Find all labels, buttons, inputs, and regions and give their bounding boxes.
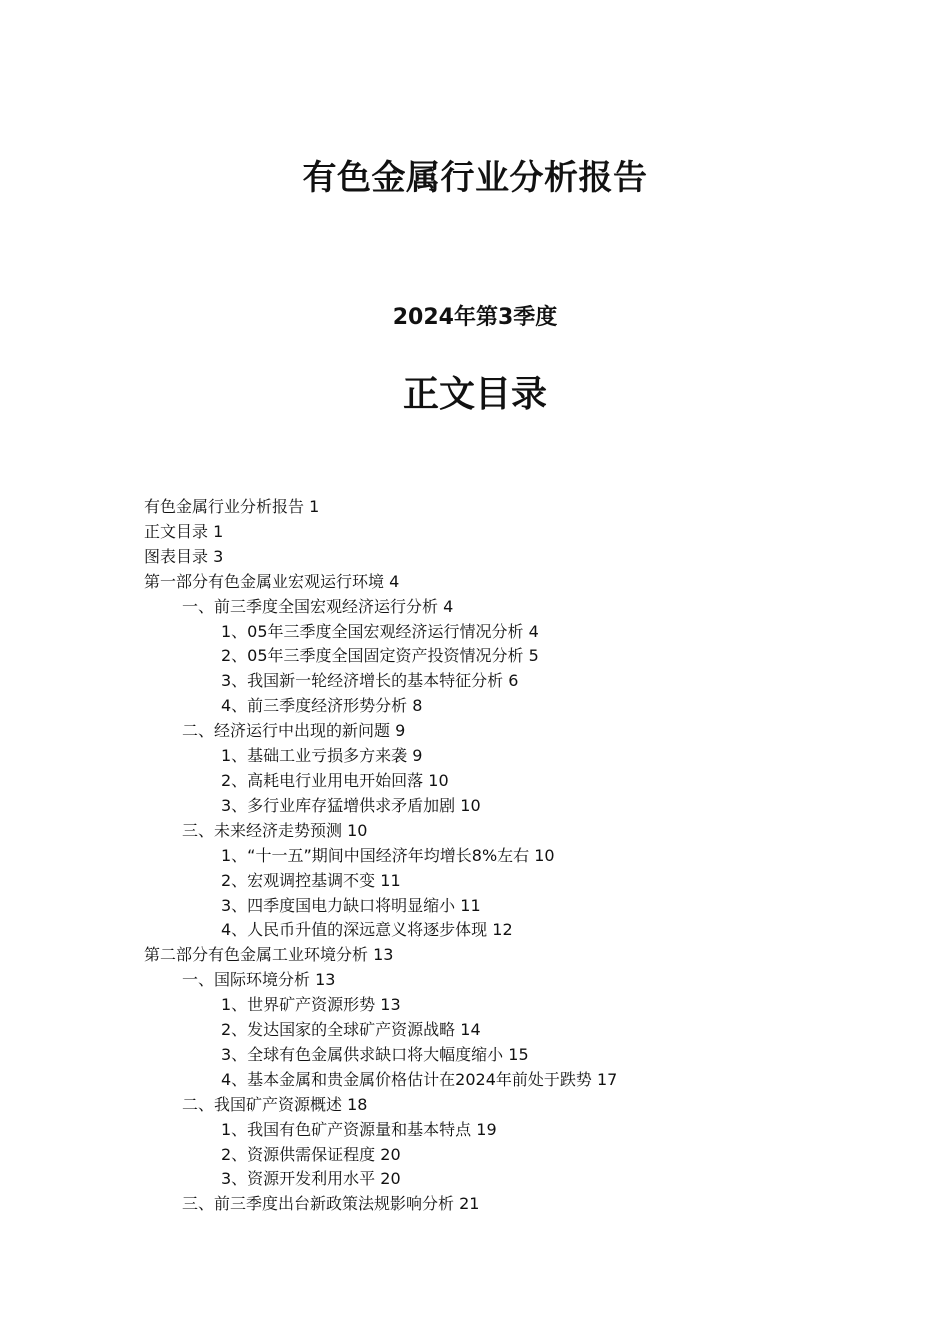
toc-entry[interactable]: 3、资源开发利用水平 20	[221, 1169, 401, 1189]
toc-entry[interactable]: 4、人民币升值的深远意义将逐步体现 12	[221, 920, 513, 940]
toc-entry[interactable]: 三、未来经济走势预测 10	[182, 820, 368, 840]
toc-entry[interactable]: 第一部分有色金属业宏观运行环境 4	[144, 571, 400, 591]
report-period: 2024年第3季度	[392, 305, 558, 330]
toc-entry[interactable]: 二、我国矿产资源概述 18	[182, 1094, 368, 1114]
toc-entry[interactable]: 有色金属行业分析报告 1	[144, 497, 320, 516]
toc-entry[interactable]: 2、高耗电行业用电开始回落 10	[221, 770, 449, 790]
toc-entry[interactable]: 2、宏观调控基调不变 11	[221, 870, 401, 890]
toc-entry[interactable]: 2、资源供需保证程度 20	[221, 1144, 401, 1164]
toc-entry[interactable]: 2、发达国家的全球矿产资源战略 14	[221, 1020, 481, 1040]
toc-entry[interactable]: 3、四季度国电力缺口将明显缩小 11	[221, 895, 481, 915]
toc-entry[interactable]: 4、基本金属和贵金属价格估计在2024年前处于跌势 17	[221, 1069, 618, 1089]
table-of-contents	[144, 495, 904, 1217]
toc-entry[interactable]: 4、前三季度经济形势分析 8	[221, 696, 423, 716]
toc-entry[interactable]: 2、05年三季度全国固定资产投资情况分析 5	[221, 646, 539, 666]
toc-entry[interactable]: 第二部分有色金属工业环境分析 13	[144, 945, 394, 965]
toc-entry[interactable]: 一、前三季度全国宏观经济运行分析 4	[182, 596, 454, 616]
toc-entry[interactable]: 一、国际环境分析 13	[182, 970, 336, 990]
toc-entry[interactable]: 二、经济运行中出现的新问题 9	[182, 721, 406, 741]
toc-entry[interactable]: 1、“十一五”期间中国经济年均增长8%左右 10	[221, 845, 555, 865]
toc-entry[interactable]: 1、世界矿产资源形势 13	[221, 995, 401, 1015]
toc-entry[interactable]: 正文目录 1	[144, 521, 224, 541]
toc-entry[interactable]: 1、05年三季度全国宏观经济运行情况分析 4	[221, 621, 539, 641]
toc-entry[interactable]: 3、全球有色金属供求缺口将大幅度缩小 15	[221, 1044, 529, 1064]
toc-entry[interactable]: 图表目录 3	[144, 546, 224, 566]
toc-entry[interactable]: 3、多行业库存猛增供求矛盾加剧 10	[221, 795, 481, 815]
toc-heading: 正文目录	[402, 373, 547, 415]
toc-entry[interactable]: 1、基础工业亏损多方来袭 9	[221, 746, 423, 766]
document-title: 有色金属行业分析报告	[302, 158, 648, 198]
toc-entry[interactable]: 3、我国新一轮经济增长的基本特征分析 6	[221, 671, 519, 691]
toc-entry[interactable]: 三、前三季度出台新政策法规影响分析 21	[182, 1194, 480, 1214]
toc-entry[interactable]: 1、我国有色矿产资源量和基本特点 19	[221, 1119, 497, 1139]
